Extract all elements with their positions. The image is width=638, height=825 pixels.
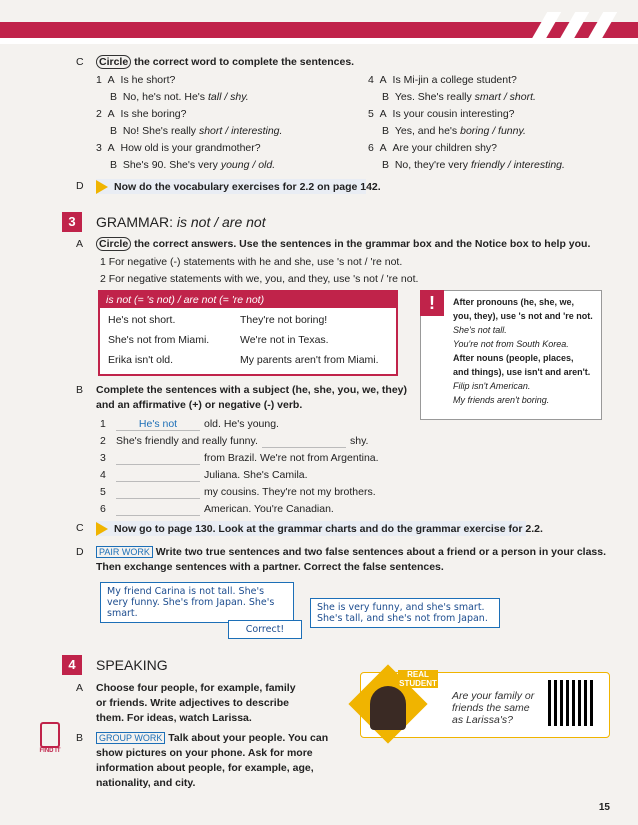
speaking-a-line: Choose four people, for example, family xyxy=(96,682,296,694)
qr-code-icon[interactable] xyxy=(548,680,594,726)
video-question: Are your family or friends the same as Larissa's? xyxy=(452,690,535,726)
answer-blank xyxy=(116,503,200,516)
item-answer: B She's 90. She's very young / old. xyxy=(110,159,276,171)
exercise-continuation: old. He's young. xyxy=(204,418,279,430)
grammar-example-left: He's not short. xyxy=(108,314,176,326)
grammar-c-instruction xyxy=(96,522,543,536)
section-number-4: 4 xyxy=(62,655,82,675)
grammar-a-instruction xyxy=(96,238,590,250)
speech-bubble-1: My friend Carina is not tall. She's very funny. She's from Japan. She's smart. xyxy=(100,582,294,623)
notice-box xyxy=(420,290,602,420)
grammar-rule-2: 2 For negative statements with we, you, and they, use 's not / 're not. xyxy=(100,273,419,285)
grammar-box-row xyxy=(100,348,396,368)
grammar-b-instruction-1: Complete the sentences with a subject (he, she, you, we, they) xyxy=(96,384,407,396)
exercise-number: 4 xyxy=(100,469,106,481)
notice-line: After pronouns (he, she, we, xyxy=(453,297,575,307)
exercise-number: 1 xyxy=(100,418,106,430)
exercise-continuation: my cousins. They're not my brothers. xyxy=(204,486,376,498)
notice-line: She's not tall. xyxy=(453,325,507,335)
grammar-c-letter: C xyxy=(76,522,84,534)
exercise-prompt: She's friendly and really funny. xyxy=(116,435,258,447)
grammar-box-row xyxy=(100,328,396,348)
arrow-icon xyxy=(96,180,108,194)
grammar-rule-1: 1 For negative (-) statements with he and she, use 's not / 're not. xyxy=(100,256,403,268)
item-question: 3 A How old is your grandmother? xyxy=(96,142,261,154)
grammar-a-letter: A xyxy=(76,238,84,250)
circle-word: Circle xyxy=(96,237,131,251)
pair-work-tag: PAIR WORK xyxy=(96,546,153,558)
exercise-number: 2 xyxy=(100,435,106,447)
item-question: 1 A Is he short? xyxy=(96,74,176,86)
student-photo[interactable] xyxy=(370,686,406,730)
section-d-instruction xyxy=(96,180,381,194)
item-answer: B Yes. She's really smart / short. xyxy=(382,91,536,103)
grammar-example-right: They're not boring! xyxy=(240,314,328,326)
speaking-b-text: Talk about your people. You can xyxy=(165,732,329,744)
item-answer: B No! She's really short / interesting. xyxy=(110,125,283,137)
notice-line: and things), use isn't and aren't. xyxy=(453,367,591,377)
answer-blank xyxy=(116,469,200,482)
exercise-number: 5 xyxy=(100,486,106,498)
answer-blank: He's not xyxy=(116,418,200,431)
grammar-box xyxy=(98,290,398,376)
answer-blank xyxy=(262,435,346,448)
grammar-b-instruction-2: and an affirmative (+) or negative (-) verb. xyxy=(96,399,303,411)
phone-icon xyxy=(40,722,60,748)
speech-bubble-2: She is very funny, and she's smart. She's tall, and she's not from Japan. xyxy=(310,598,500,628)
exercise-continuation: Juliana. She's Camila. xyxy=(204,469,308,481)
item-answer: B No, he's not. He's tall / shy. xyxy=(110,91,249,103)
item-question: 4 A Is Mi-jin a college student? xyxy=(368,74,517,86)
speaking-b-line: information about people, for example, age, xyxy=(96,762,314,774)
exercise-number: 3 xyxy=(100,452,106,464)
speaking-b-line xyxy=(96,732,328,744)
grammar-title-text: GRAMMAR: xyxy=(96,214,177,230)
circle-word: Circle xyxy=(96,55,131,69)
speaking-a-line: them. For ideas, watch Larissa. xyxy=(96,712,252,724)
section-c-instruction xyxy=(96,56,354,68)
notice-line: you, they), use 's not and 're not. xyxy=(453,311,593,321)
section-d-letter: D xyxy=(76,180,84,192)
grammar-c-text: Now go to page 130. Look at the grammar charts and do the grammar exercise for 2.2. xyxy=(114,522,543,535)
grammar-example-right: We're not in Texas. xyxy=(240,334,329,346)
exercise-continuation: American. You're Canadian. xyxy=(204,503,334,515)
speaking-b-line: show pictures on your phone. Ask for more xyxy=(96,747,313,759)
answer-blank xyxy=(116,452,200,465)
notice-line: You're not from South Korea. xyxy=(453,339,569,349)
notice-exclamation-icon: ! xyxy=(420,290,444,316)
answer-blank xyxy=(116,486,200,499)
grammar-d-instruction-2: Then exchange sentences with a partner. Correct the false sentences. xyxy=(96,561,444,573)
grammar-title-italic: is not / are not xyxy=(176,214,266,230)
grammar-d-instruction xyxy=(96,546,606,558)
item-answer: B No, they're very friendly / interesting. xyxy=(382,159,565,171)
real-student-badge: REAL STUDENT xyxy=(399,670,437,688)
notice-line: My friends aren't boring. xyxy=(453,395,550,405)
grammar-box-rows xyxy=(100,308,396,368)
speaking-title: SPEAKING xyxy=(96,657,168,673)
speech-bubble-3: Correct! xyxy=(228,620,302,639)
exercise-continuation: from Brazil. We're not from Argentina. xyxy=(204,452,379,464)
notice-lines xyxy=(421,291,601,407)
grammar-title xyxy=(96,214,266,230)
grammar-box-header: is not (= 's not) / are not (= 're not) xyxy=(100,292,396,308)
grammar-example-left: Erika isn't old. xyxy=(108,354,174,366)
grammar-b-letter: B xyxy=(76,384,84,396)
grammar-d-letter: D xyxy=(76,546,84,558)
item-answer: B Yes, and he's boring / funny. xyxy=(382,125,526,137)
instruction-text: the correct word to complete the sentences. xyxy=(131,56,355,68)
notice-line: Filip isn't American. xyxy=(453,381,531,391)
find-it-label: FIND IT xyxy=(39,748,61,754)
grammar-d-text-1: Write two true sentences and two false sentences about a friend or a person in your class. xyxy=(155,546,607,558)
exercise-continuation: shy. xyxy=(350,435,369,447)
speaking-b-letter: B xyxy=(76,732,84,744)
speaking-a-line: or friends. Write adjectives to describe xyxy=(96,697,289,709)
item-question: 5 A Is your cousin interesting? xyxy=(368,108,515,120)
arrow-icon xyxy=(96,522,108,536)
exercise-number: 6 xyxy=(100,503,106,515)
section-number-3: 3 xyxy=(62,212,82,232)
section-c-letter: C xyxy=(76,56,84,68)
page-number: 15 xyxy=(598,802,610,813)
grammar-a-text: the correct answers. Use the sentences in the grammar box and the Notice box to help you. xyxy=(131,238,591,250)
section-d-text: Now do the vocabulary exercises for 2.2 on page 142. xyxy=(114,180,381,193)
speaking-a-letter: A xyxy=(76,682,84,694)
item-question: 2 A Is she boring? xyxy=(96,108,187,120)
speaking-b-line: nationality, and city. xyxy=(96,777,196,789)
grammar-example-right: My parents aren't from Miami. xyxy=(240,354,379,366)
item-question: 6 A Are your children shy? xyxy=(368,142,497,154)
notice-line: After nouns (people, places, xyxy=(453,353,574,363)
grammar-example-left: She's not from Miami. xyxy=(108,334,210,346)
group-work-tag: GROUP WORK xyxy=(96,732,165,744)
grammar-box-row xyxy=(100,308,396,328)
